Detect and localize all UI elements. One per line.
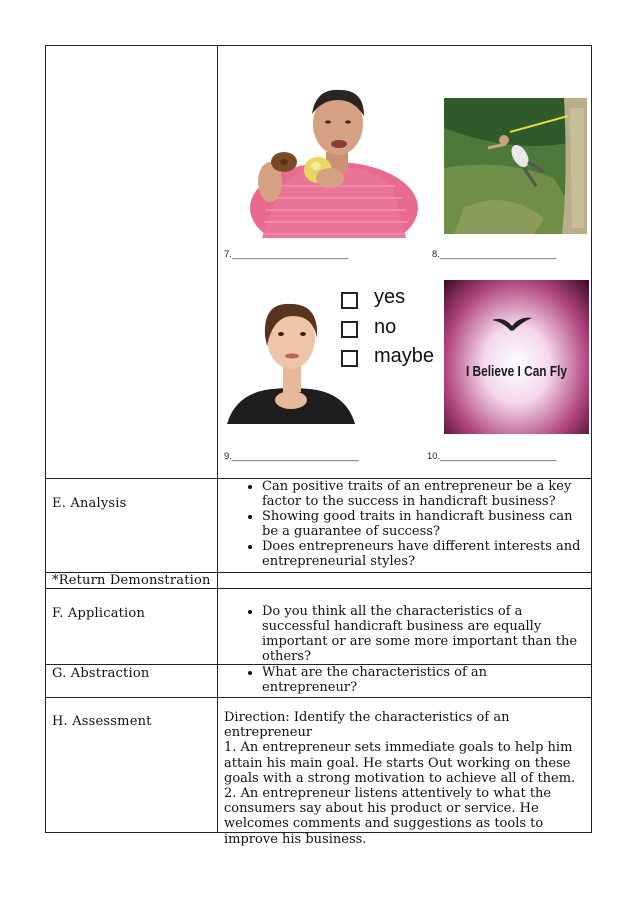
- caption-9: 9.________________________: [224, 451, 359, 462]
- row-divider: [45, 588, 592, 589]
- yes-no-maybe-checklist: [341, 286, 441, 374]
- row-label-assessment: H. Assessment: [52, 714, 152, 729]
- analysis-questions: [226, 479, 586, 569]
- poster-text: I Believe I Can Fly: [465, 364, 568, 380]
- checkbox-no: [341, 321, 358, 338]
- application-questions: [226, 604, 586, 664]
- list-item: • Showing good traits in handicraft business can be a guarantee of success?: [262, 509, 586, 539]
- poster-i-believe-i-can-fly: [444, 280, 589, 434]
- row-label-application: F. Application: [52, 606, 146, 621]
- row-label-abstraction: G. Abstraction: [52, 666, 150, 681]
- column-divider: [217, 45, 218, 833]
- list-item: • Does entrepreneurs have different interests and entrepreneurial styles?: [262, 539, 586, 569]
- assessment-content: [224, 710, 588, 847]
- list-item: • Do you think all the characteristics of a successful handicraft business are equally important or are some more important than the others?: [262, 604, 586, 664]
- list-item: • What are the characteristics of an entrepreneur?: [262, 665, 586, 695]
- photo-man-donut-apple: [246, 86, 418, 238]
- abstraction-questions: [226, 665, 586, 695]
- option-maybe: maybe: [374, 345, 435, 367]
- photo-bungee-jumper: [444, 98, 587, 234]
- checkbox-maybe: [341, 350, 358, 367]
- checkbox-yes: [341, 292, 358, 309]
- caption-10: 10.______________________: [427, 451, 557, 462]
- option-no: no: [374, 316, 397, 338]
- caption-7: 7.______________________: [224, 249, 349, 260]
- assessment-item: 2. An entrepreneur listens attentively to what the consumers say about his product or service. He welcomes comments and suggestions as tools to improve his business.: [224, 786, 552, 847]
- list-item: • Can positive traits of an entrepreneur be a key factor to the success in handicraft business?: [262, 479, 586, 509]
- row-label-return-demonstration: *Return Demonstration: [52, 573, 211, 588]
- bird-icon: [492, 316, 532, 334]
- option-yes: yes: [374, 286, 406, 308]
- assessment-item: 1. An entrepreneur sets immediate goals to help him attain his main goal. He starts Out working on these goals with a strong motivation to achieve all of them.: [224, 740, 576, 786]
- caption-8: 8.______________________: [432, 249, 557, 260]
- row-divider: [45, 697, 592, 698]
- assessment-direction: Direction: Identify the characteristics of an entrepreneur: [224, 710, 510, 741]
- row-label-analysis: E. Analysis: [52, 496, 127, 511]
